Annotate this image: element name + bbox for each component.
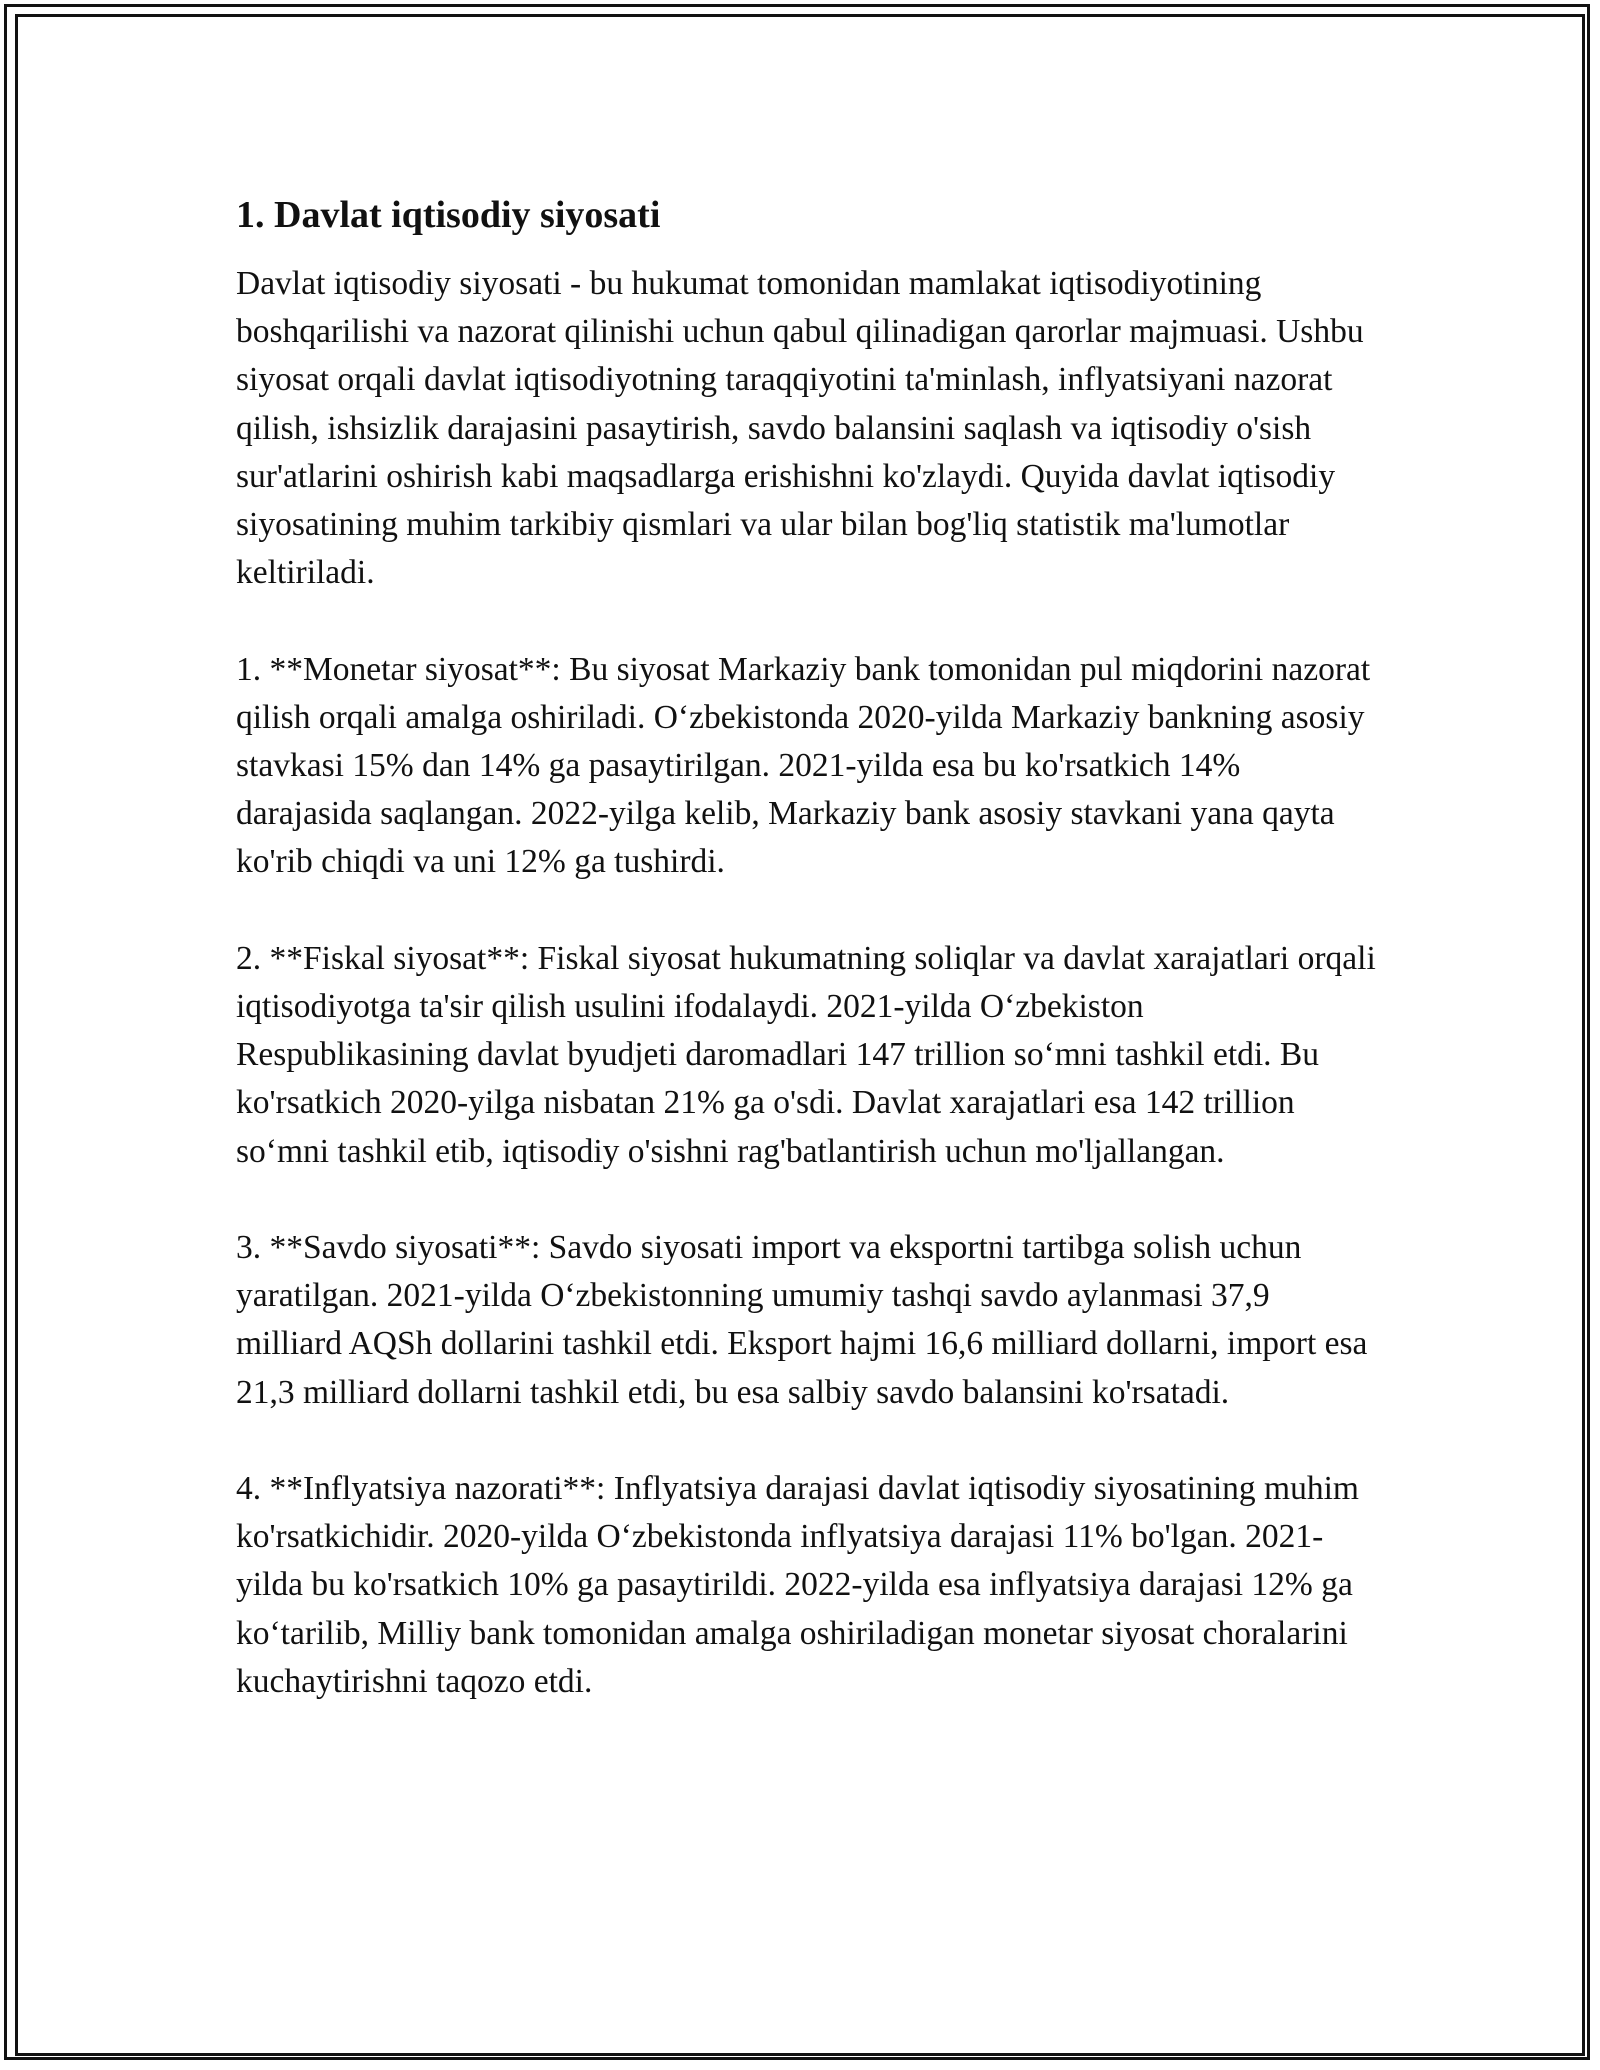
section-title: 1. Davlat iqtisodiy siyosati [236,194,661,236]
intro-paragraph: Davlat iqtisodiy siyosati - bu hukumat tomonidan mamlakat iqtisodiyotining boshqarilishi va nazorat qilinishi uchun qabul qilinadigan qarorlar majmuasi. Ushbu siyosat orqali davlat iqtisodiyotning taraqqiyotini ta'minlash, inflyatsiyani nazorat qilish, ishsizlik darajasini pasaytirish, savdo balansini saqlash va iqtisodiy o'sish sur'atlarini oshirish kabi maqsadlarga erishishni ko'zlaydi. Quyida davlat iqtisodiy siyosatining muhim tarkibiy qismlari va ular bilan bog'liq statistik ma'lumotlar keltiriladi. [236,265,1364,592]
fiscal-policy-paragraph: 2. **Fiskal siyosat**: Fiskal siyosat hukumatning soliqlar va davlat xarajatlari orqali iqtisodiyotga ta'sir qilish usulini ifodalaydi. 2021-yilda O‘zbekiston Respublikasining davlat byudjeti daromadlari 147 trillion so‘mni tashkil etdi. Bu ko'rsatkich 2020-yilga nisbatan 21% ga o'sdi. Davlat xarajatlari esa 142 trillion so‘mni tashkil etib, iqtisodiy o'sishni rag'batlantirish uchun mo'ljallangan. [236,939,1376,1170]
trade-policy-paragraph: 3. **Savdo siyosati**: Savdo siyosati import va eksportni tartibga solish uchun yaratilgan. 2021-yilda O‘zbekistonning umumiy tashqi savdo aylanmasi 37,9 milliard AQSh dollarini tashkil etdi. Eksport hajmi 16,6 milliard dollarni, import esa 21,3 milliard dollarni tashkil etdi, bu esa salbiy savdo balansini ko'rsatadi. [236,1229,1368,1411]
inflation-control-paragraph: 4. **Inflyatsiya nazorati**: Inflyatsiya darajasi davlat iqtisodiy siyosatining muhim ko'rsatkichidir. 2020-yilda O‘zbekistonda inflyatsiya darajasi 11% bo'lgan. 2021-yilda bu ko'rsatkich 10% ga pasaytirildi. 2022-yilda esa inflyatsiya darajasi 12% ga ko‘tarilib, Milliy bank tomonidan amalga oshiriladigan monetar siyosat choralarini kuchaytirishni taqozo etdi. [236,1470,1359,1700]
document-body [236,190,1376,1706]
monetary-policy-paragraph: 1. **Monetar siyosat**: Bu siyosat Markaziy bank tomonidan pul miqdorini nazorat qilish orqali amalga oshiriladi. O‘zbekistonda 2020-yilda Markaziy bankning asosiy stavkasi 15% dan 14% ga pasaytirilgan. 2021-yilda esa bu ko'rsatkich 14% darajasida saqlangan. 2022-yilga kelib, Markaziy bank asosiy stavkani yana qayta ko'rib chiqdi va uni 12% ga tushirdi. [236,650,1371,881]
